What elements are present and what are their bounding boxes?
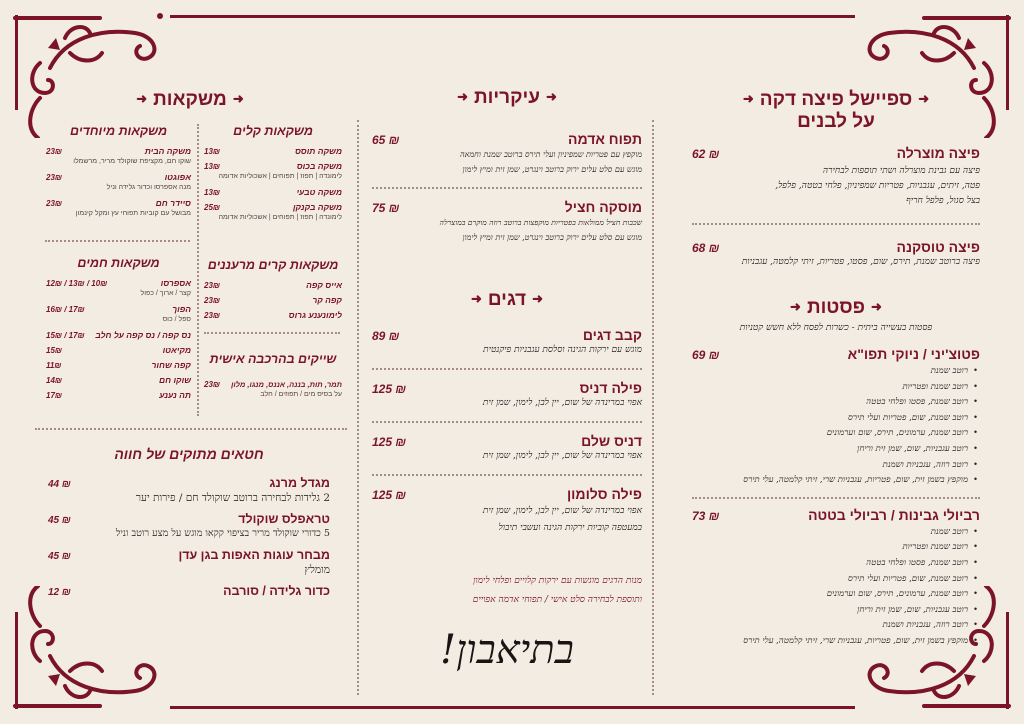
list-item: • רוטב שמנת, פסטו ופלחי בטטה	[692, 556, 968, 572]
drink-item: אספרסו 12₪ / 13₪ / 10₪ קצר / ארוך / כפול	[46, 278, 191, 297]
divider	[372, 421, 642, 423]
item-desc: במעטפה קוביות ירקות הגינה ועשבי תיבול	[498, 523, 642, 533]
divider	[372, 187, 642, 189]
drink-item: משקה בקנקן 25₪ לימונדה | תפוז | תפוחים | אשכוליות אדומה	[204, 202, 342, 221]
item-name: מוסקה חציל	[564, 199, 642, 215]
drink-item: משקה בכוס 13₪ לימונדה | תפוז | תפוחים | אשכוליות אדומה	[204, 161, 342, 180]
item-desc: אפוי במרינדה של שום, יין לבן, לימון, שמן זית	[482, 506, 642, 516]
pasta-title: ➜פסטות➜	[790, 297, 882, 318]
fish-note: מנות הדגים מוגשות עם ירקות קלויים ופלחי לימון ותוספת לבחירה סלט אישי / תפוחי אדמה אפויים	[472, 576, 642, 605]
item-price: 65 ₪	[372, 133, 400, 147]
pizza-title-line2: על לבנים	[797, 111, 875, 132]
item-desc: אפוי במרינדה של שום, יין לבן, לימון, שמן זית	[482, 398, 642, 408]
item-name: פיצה מוצרלה	[896, 145, 980, 161]
dessert-item: טראפלס שוקולד 45 ₪ 5 כדורי שוקולד מריר בציפוי קקאו מוגש על מצע רוטב וניל	[48, 512, 330, 539]
sauce-list	[692, 364, 980, 489]
item-price: 89 ₪	[372, 329, 400, 343]
divider	[35, 428, 347, 430]
drink-item: נס קפה / נס קפה על חלב 15₪ / 17₪	[46, 330, 191, 340]
drink-item: לימונענע גרוס 23₪	[204, 310, 342, 320]
item-desc: בצל סגול, פלפל חריף	[906, 196, 980, 206]
item-name: תפוח אדמה	[568, 131, 642, 147]
pizza-section	[692, 88, 980, 270]
list-item: • רוטב עגבניות, שום, שמן זית וריחן	[692, 442, 968, 458]
list-item: • מוקפץ בשמן זית, שום, פטריות, עגבניות שרי, זיתי קלמטה, עלי תירס	[692, 634, 968, 650]
item-desc: מוגש עם סלט עלים ירוק ברוטב וינגרט, שמן זית ומיץ לימון	[462, 165, 642, 174]
item-price: 62 ₪	[692, 147, 720, 161]
divider	[45, 240, 190, 242]
pizza-title: ➜ספיישל פיצה דקה➜	[742, 89, 930, 110]
desserts-title: חטאים מתוקים של חווה	[114, 446, 264, 462]
shake-base: על בסיס מים / תפוזים / חלב	[260, 391, 342, 398]
drink-item: תמר, תות, בננה, אננס, מנגו, מלון 23₪	[204, 380, 342, 389]
item-price: 69 ₪	[692, 348, 720, 362]
special-drinks-title: משקאות מיוחדים	[69, 124, 168, 138]
menu-item	[692, 239, 980, 270]
list-item: • רוטב שמנת ופטריות	[692, 540, 968, 556]
desserts-section	[48, 446, 330, 598]
column-divider	[357, 120, 359, 695]
menu-item	[692, 145, 980, 209]
iced-drinks-title: משקאות קרים מרעננים	[207, 258, 339, 272]
iced-drinks	[204, 258, 342, 325]
drink-item: משקה תוסס 13₪	[204, 146, 342, 156]
item-desc: מוגש עם סלט עלים ירוק ברוטב וינגרט, שמן זית ומיץ לימון	[462, 233, 642, 242]
item-price: 125 ₪	[372, 488, 406, 502]
item-name: דניס שלם	[581, 433, 642, 449]
list-item: • רוטב עגבניות, שום, שמן זית וריחן	[692, 603, 968, 619]
drink-item: משקה טבעי 13₪	[204, 187, 342, 197]
item-price: 125 ₪	[372, 435, 406, 449]
list-item: • רוטב שמנת, ערמונים, תירס, שום וערמונים	[692, 426, 968, 442]
list-item: • מוקפץ בשמן זית, שום, פטריות, עגבניות שרי, זיתי קלמטה, עלי תירס	[692, 473, 968, 489]
pasta-section	[692, 296, 980, 650]
light-drinks	[204, 124, 342, 228]
item-price: 125 ₪	[372, 382, 406, 396]
divider	[372, 368, 642, 370]
arrow-icon: ➜	[742, 91, 754, 106]
hot-drinks-title: משקאות חמים	[77, 256, 160, 270]
shakes-title: שייקים בהרכבה אישית	[209, 352, 337, 366]
list-item: • רוטב שמנת, ערמונים, תירס, שום וערמונים	[692, 587, 968, 603]
arrow-icon: ➜	[871, 299, 882, 314]
hot-drinks	[46, 256, 191, 405]
item-name: קבב דגים	[582, 327, 642, 343]
item-price: 73 ₪	[692, 508, 720, 523]
drink-item: משקה הבית 23₪ שוקו חם, מקציפת שוקולד מריר, מרשמלו	[46, 146, 191, 165]
arrow-icon: ➜	[545, 89, 557, 104]
special-drinks	[46, 124, 191, 224]
drink-item: אייס קפה 23₪	[204, 280, 342, 290]
drink-item: הפוך 16₪ / 17₪ ספל / כוס	[46, 304, 191, 323]
pasta-subtitle: פסטות בעשייה ביתית - כשרות לפסח ללא חשש קטניות	[739, 323, 933, 333]
dessert-item: מגדל מרנג 44 ₪ 2 גלידות לבחירה ברוטב שוקולד חם / פירות יער	[48, 476, 330, 504]
top-border	[170, 15, 855, 18]
list-item: • רוטב שמנת, שום, פטריות ועלי תירס	[692, 572, 968, 588]
arrow-icon: ➜	[918, 91, 930, 106]
arrow-icon: ➜	[457, 89, 469, 104]
item-desc: פיצה ברוטב שמנת, תירס, שום, פסטו, פטריות, זיתי קלמטה, עגבניות	[741, 257, 980, 267]
item-price: 68 ₪	[692, 241, 720, 255]
corner-ornament-bottom-left	[10, 586, 170, 716]
list-item: • רוטב רוזה, עגבניות ושמנת	[692, 618, 968, 634]
item-price: 75 ₪	[372, 201, 400, 215]
item-desc: שכבות חציל ממולאות בפטריות מוקפצות ברוטב רוזה מוקרם במוצרלה	[439, 218, 642, 227]
drink-item: תה נענע 17₪	[46, 390, 191, 400]
arrow-icon: ➜	[232, 91, 244, 106]
list-item: • רוטב שמנת, שום, פטריות ועלי תירס	[692, 411, 968, 427]
drinks-title: ➜משקאות➜	[136, 89, 244, 110]
light-drinks-title: משקאות קלים	[233, 124, 313, 138]
item-desc: אפוי במרינדה של שום, יין לבן, לימון, שמן זית	[482, 451, 642, 461]
mains-title: ➜עיקריות➜	[457, 87, 557, 108]
column-divider	[652, 120, 654, 695]
divider	[204, 332, 340, 334]
item-desc: פטה, זיתים, עגבניות, פטריות שמפיניון, פלחי בטטה, פלפל,	[775, 181, 980, 191]
drink-item: שוקו חם 14₪	[46, 375, 191, 385]
list-item: • רוטב שמנת	[692, 364, 968, 380]
list-item: • רוטב שמנת ופטריות	[692, 380, 968, 396]
corner-ornament-top-left	[10, 8, 170, 138]
item-desc: מוקפץ עם פטריות שמפיניון ועלי תירס ברוטב שמנת וחמאה	[459, 150, 642, 159]
arrow-icon: ➜	[470, 291, 482, 306]
arrow-icon: ➜	[790, 299, 801, 314]
list-item: • רוטב רוזה, עגבניות ושמנת	[692, 458, 968, 474]
arrow-icon: ➜	[532, 291, 544, 306]
column-divider	[197, 124, 199, 416]
drink-item: קפה שחור 11₪	[46, 360, 191, 370]
drink-item: סיידר חם 23₪ מבושל עם קוביות תפוחי עץ ומקל קינמון	[46, 198, 191, 217]
list-item: • רוטב שמנת	[692, 525, 968, 541]
bottom-border	[170, 706, 855, 709]
fish-section	[372, 288, 642, 673]
item-name: פיצה טוסקנה	[896, 239, 980, 255]
divider	[372, 474, 642, 476]
shakes	[204, 352, 342, 400]
drink-item: מקיאטו 15₪	[46, 345, 191, 355]
list-item: • רוטב שמנת, פסטו ופלחי בטטה	[692, 395, 968, 411]
arrow-icon: ➜	[136, 91, 148, 106]
sauce-list	[692, 525, 980, 650]
item-desc: פיצה עם גבינת מוצרלה ושתי תוספות לבחירה	[822, 166, 980, 176]
mains-section	[372, 86, 642, 245]
drink-item: אפוגטו 23₪ מנה אספרסו וכדור גלידה וניל	[46, 172, 191, 191]
drink-item: קפה קר 23₪	[204, 295, 342, 305]
item-desc: מוגש עם ירקות הגינה וסלסת עגבניות פיקנטית	[483, 345, 642, 355]
item-name: רביולי גבינות / רביולי בטטה	[808, 506, 980, 523]
item-name: פילה דניס	[579, 380, 642, 396]
dessert-item: מבחר עוגות האפות בגן עדן 45 ₪ מומלץ	[48, 548, 330, 576]
fish-title: ➜דגים➜	[470, 289, 544, 310]
bon-appetit-logo: בתיאבון!	[440, 627, 574, 673]
item-name: פילה סלומון	[566, 486, 642, 502]
item-name: פטוצ'יני / ניוקי תפו"א	[847, 346, 980, 362]
divider	[692, 223, 980, 225]
divider	[692, 497, 980, 499]
dessert-item: כדור גלידה / סורבה 12 ₪	[48, 584, 330, 598]
